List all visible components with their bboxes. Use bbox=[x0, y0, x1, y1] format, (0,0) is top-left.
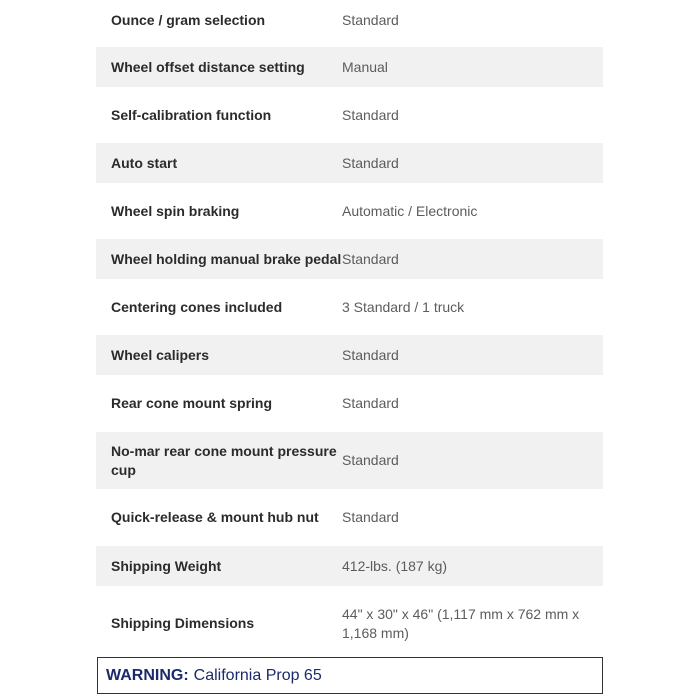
spec-row bbox=[96, 489, 603, 546]
prop65-warning bbox=[97, 657, 603, 694]
spec-row bbox=[96, 375, 603, 432]
spec-table bbox=[96, 0, 603, 661]
spec-value: Standard bbox=[342, 106, 399, 123]
spec-label: Shipping Weight bbox=[111, 557, 222, 574]
spec-value: Standard bbox=[342, 452, 399, 468]
spec-label: Rear cone mount spring bbox=[111, 395, 273, 411]
spec-label: Wheel spin braking bbox=[111, 202, 240, 219]
spec-label: Shipping Dimensions bbox=[111, 615, 255, 631]
spec-value: 3 Standard / 1 truck bbox=[342, 298, 465, 315]
spec-value: Automatic / Electronic bbox=[342, 202, 478, 219]
spec-row bbox=[96, 143, 603, 183]
spec-value: 44" x 30" x 46" (1,117 mm x 762 mm x 1,168 mm) bbox=[342, 605, 580, 641]
spec-value: Manual bbox=[342, 58, 388, 75]
warning-text: California Prop 65 bbox=[193, 666, 322, 684]
spec-label: Wheel holding manual brake pedal bbox=[111, 250, 342, 267]
spec-value: Standard bbox=[342, 154, 399, 171]
spec-row bbox=[96, 0, 603, 40]
spec-row bbox=[96, 335, 603, 375]
spec-label: No-mar rear cone mount pressure cup bbox=[111, 442, 337, 478]
spec-row bbox=[96, 586, 603, 661]
spec-row bbox=[96, 279, 603, 335]
spec-label: Auto start bbox=[111, 154, 178, 171]
spec-row bbox=[96, 87, 603, 143]
spec-row bbox=[96, 47, 603, 87]
spec-row bbox=[96, 183, 603, 239]
spec-value: 412-lbs. (187 kg) bbox=[342, 557, 448, 574]
spec-row bbox=[96, 432, 603, 489]
spec-label: Ounce / gram selection bbox=[111, 11, 266, 28]
spec-label: Wheel offset distance setting bbox=[111, 58, 305, 75]
spec-label: Centering cones included bbox=[111, 298, 283, 315]
spec-row bbox=[96, 546, 603, 586]
spec-label: Quick-release & mount hub nut bbox=[111, 509, 319, 525]
spec-value: Standard bbox=[342, 11, 399, 28]
spec-value: Standard bbox=[342, 250, 399, 267]
spec-value: Standard bbox=[342, 395, 399, 411]
spec-value: Standard bbox=[342, 346, 399, 363]
spec-label: Self-calibration function bbox=[111, 106, 272, 123]
spec-label: Wheel calipers bbox=[111, 346, 210, 363]
spec-row bbox=[96, 239, 603, 279]
warning-label: WARNING: bbox=[106, 666, 189, 684]
spec-value: Standard bbox=[342, 509, 399, 525]
